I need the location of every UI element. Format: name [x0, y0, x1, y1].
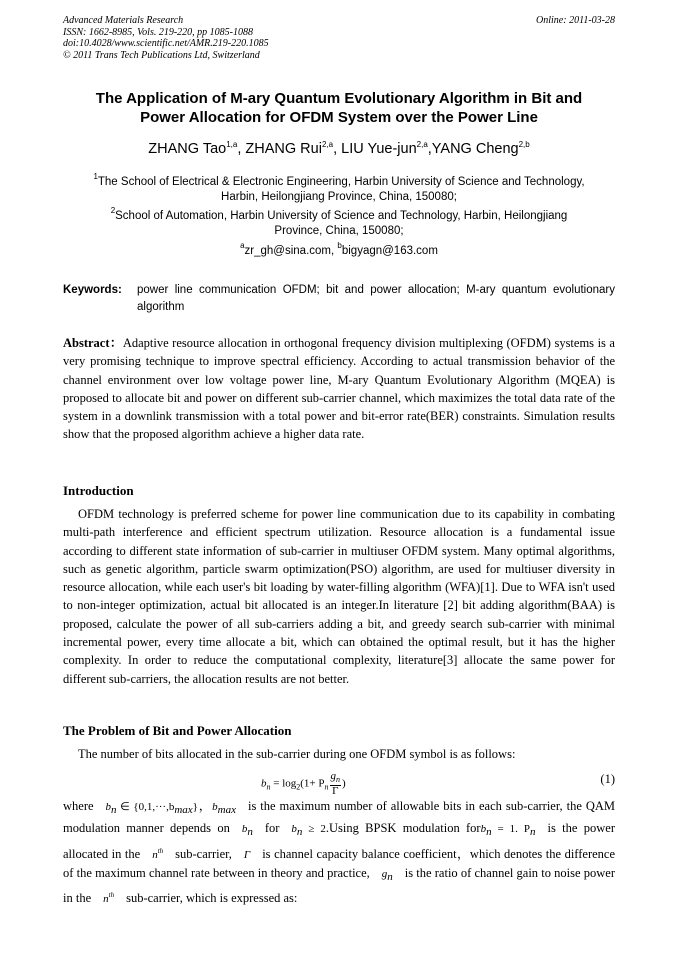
def-math-sup: th — [108, 891, 115, 900]
def-text: sub-carrier, which is expressed as: — [126, 891, 298, 906]
title-line-2: Power Allocation for OFDM System over the Power Line — [140, 109, 538, 126]
abstract-label: Abstract — [63, 336, 110, 350]
introduction-paragraph: OFDM technology is preferred scheme for power line communication due to its capability in combating multi-path interference and efficient spectrum utilization. Resource allocation is a fundamental issue according to different state information of sub-carrier in multiuser OFDM system. Many optimal algorithms, such as genetic algorithm, particle swarm optimization(PSO) algorithm, are used for multiuser diversity in resource allocation, while each user's bit loading by water-filling algorithm (WFA)[1]. Due to WFA isn't used to non-integer optimization, actual bit allocated is an integer.In literature [2] bit adding algorithm(BAA) is proposed, calculate the power of all sub-carriers adding a bit, and greedy search sub-carrier with minimal incremental power, every time allocate a bit, which can obtained the optimal result, but it has the higher complexity. In order to reduce the computational complexity, literature[3] allocate the same power for different sub-carriers, the allocation results are not better. — [63, 507, 615, 686]
author-sup: 1,a — [226, 140, 238, 149]
problem-heading: The Problem of Bit and Power Allocation — [63, 723, 292, 738]
author-sep: , — [333, 141, 342, 157]
keywords-label: Keywords: — [63, 284, 122, 296]
affiliation-1-line-2: Harbin, Heilongjiang Province, China, 150080; — [221, 191, 457, 203]
def-text: is the power allocated in the — [63, 821, 615, 861]
author-name: ZHANG Rui — [245, 141, 322, 157]
eq-frac-numerator: g — [330, 770, 336, 782]
keywords-text: power line communication OFDM; bit and power allocation; M-ary quantum evolutionary algorithm — [137, 284, 615, 313]
def-math: g — [381, 868, 388, 881]
eq-sub: 2 — [296, 782, 301, 792]
def-math: } — [192, 801, 198, 813]
def-math: b — [212, 801, 218, 813]
def-math: b — [105, 801, 112, 813]
author-name: YANG Cheng — [431, 141, 519, 157]
def-text: where — [63, 799, 94, 813]
online-date: Online: 2011-03-28 — [536, 15, 615, 26]
eq-log: = log — [270, 777, 297, 790]
def-math-sub: max — [217, 804, 236, 816]
journal-header — [63, 15, 615, 61]
def-math-sub: n — [296, 826, 303, 839]
keywords-block — [63, 282, 615, 316]
email-b-sup: b — [337, 241, 342, 250]
def-text: for — [264, 821, 280, 836]
affiliation-1-sup: 1 — [93, 172, 98, 181]
email-b[interactable]: bigyagn@163.com — [341, 245, 438, 257]
eq-sub: n — [266, 782, 271, 792]
issn-line: ISSN: 1662-8985, Vols. 219-220, pp 1085-1088 — [63, 26, 253, 38]
def-math-sub: n — [111, 804, 117, 816]
def-math: b — [291, 823, 297, 836]
eq-sub: n — [336, 775, 340, 784]
equation-1-number: (1) — [600, 772, 615, 786]
def-math-sub: n — [247, 826, 253, 839]
author-sup: 2,a — [321, 140, 334, 149]
def-math-sub: max — [174, 804, 193, 816]
eq-var-b: b — [261, 777, 267, 790]
def-math: Γ — [243, 848, 251, 861]
abstract-colon: ： — [109, 336, 123, 350]
def-text: is the ratio of channel gain to noise power in the — [63, 866, 615, 906]
doi-line: doi:10.4028/www.scientific.net/AMR.219-220.1085 — [63, 38, 269, 49]
def-math: = 1. P — [491, 823, 530, 836]
affiliation-1-line-1: The School of Electrical & Electronic Engineering, Harbin University of Science and Technology, — [97, 176, 585, 188]
paper-title — [63, 89, 615, 127]
def-math: n — [152, 848, 158, 861]
email-a-sup: a — [240, 241, 245, 250]
author-name: LIU Yue-jun — [341, 141, 417, 157]
affiliation-2 — [63, 206, 615, 239]
abstract-text: Adaptive resource allocation in orthogonal frequency division multiplexing (OFDM) systems is a very promising technique to improve spectral efficiency. According to actual transmission behavior of the channel environment over low voltage power line, M-ary Quantum Evolutionary Algorithm (MQEA) is proposed to allocate bit and power on different sub-carrier channel, which maximizes the total data rate of the system in a downlink transmission with a total power and bit-error rate(BER) constraints. Simulation results show that the proposed algorithm achieve a higher data rate. — [63, 336, 615, 442]
def-math: ≥ 2 — [302, 823, 326, 836]
equation-1-expression — [261, 771, 346, 797]
author-list — [63, 140, 615, 158]
affiliation-2-line-1: School of Automation, Harbin University of Science and Technology, Harbin, Heilongjiang — [115, 210, 568, 222]
eq-frac-denominator: Γ — [332, 785, 339, 797]
def-math: n — [103, 893, 109, 906]
def-text: sub-carrier, — [175, 846, 232, 861]
author-name: ZHANG Tao — [148, 141, 227, 157]
author-sep: , — [427, 141, 432, 157]
eq-fraction — [330, 771, 342, 797]
def-math-sub: n — [530, 826, 536, 839]
eq-mid: (1+ P — [300, 777, 325, 790]
def-math-sup: th — [157, 846, 164, 855]
def-math: ∈ {0,1,···,b — [116, 801, 175, 813]
def-math-sub: n — [486, 826, 492, 839]
def-math: b — [241, 823, 248, 836]
journal-name: Advanced Materials Research — [63, 15, 184, 26]
abstract — [63, 334, 615, 444]
variable-definitions — [63, 797, 615, 909]
def-text: .Using BPSK modulation for — [325, 821, 481, 836]
eq-close: ) — [342, 777, 346, 790]
author-sup: 2,a — [416, 140, 428, 149]
affiliation-2-sup: 2 — [110, 206, 116, 215]
title-line-1: The Application of M-ary Quantum Evolutionary Algorithm in Bit and — [95, 90, 583, 107]
affiliation-2-line-2: Province, China, 150080; — [274, 225, 404, 237]
email-a[interactable]: zr_gh@sina.com, — [244, 245, 338, 257]
affiliation-1 — [63, 172, 615, 205]
copyright-line: © 2011 Trans Tech Publications Ltd, Switzerland — [63, 49, 260, 61]
equation-1 — [63, 765, 615, 795]
author-emails — [63, 241, 615, 259]
author-sup: 2,b — [518, 140, 530, 149]
problem-intro: The number of bits allocated in the sub-carrier during one OFDM symbol is as follows: — [78, 747, 516, 761]
introduction-heading: Introduction — [63, 483, 134, 498]
eq-sub: n — [324, 782, 329, 792]
def-math: b — [480, 823, 487, 836]
def-math-sub: n — [387, 871, 393, 884]
def-text: is channel capacity balance coefficient，which denotes the difference of the maximum channel rate between in theory and practice, — [63, 846, 615, 881]
def-text: is the maximum number of allowable bits in each sub-carrier, the QAM modulation manner depends on — [63, 799, 615, 836]
def-text: ， — [197, 799, 213, 813]
author-sep: , — [237, 141, 246, 157]
